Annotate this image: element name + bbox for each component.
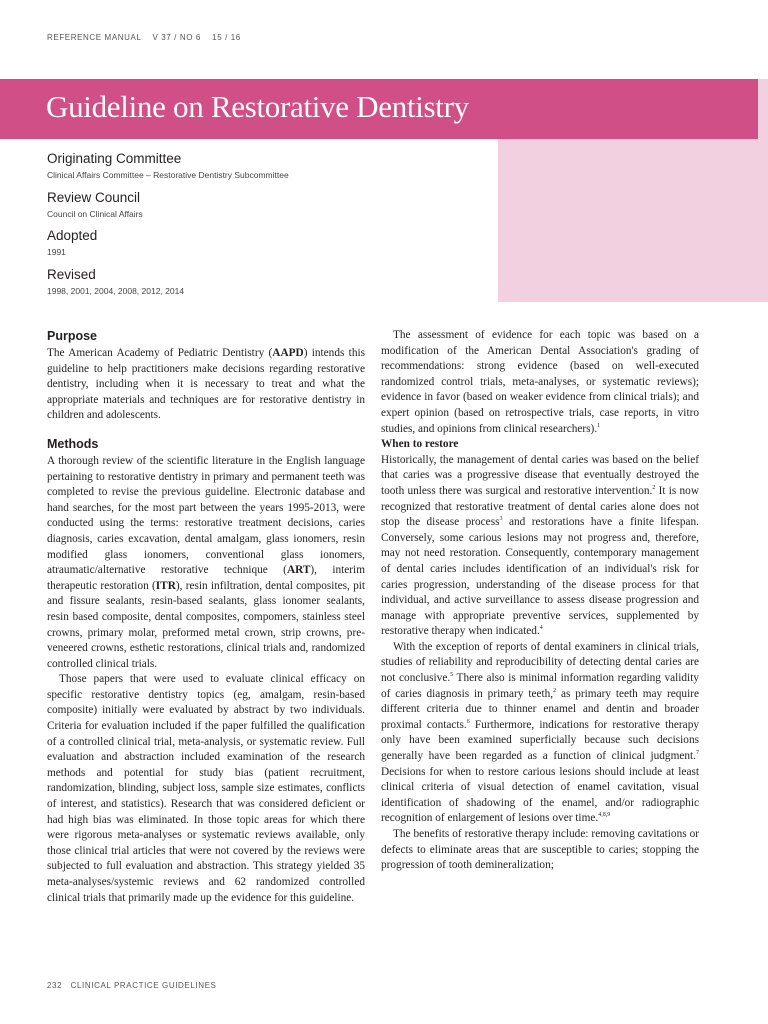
meta-value: Council on Clinical Affairs — [47, 208, 143, 219]
when-paragraph-3: The benefits of restorative therapy include: removing cavitations or defects to eliminate areas that are susceptible to caries; stopping the progression of tooth demineralization; — [381, 828, 699, 872]
methods-paragraph-1: A thorough review of the scientific literature in the English language pertaining to restorative dentistry in primary and permanent teeth was completed to revise the previous guideline. Electronic database and hand searches, for the most part between the years 1995-2013, were conducted using the terms: restorative treatment decisions, caries diagnosis, caries excavation, dental amalgam, glass ionomers, resin modified glass ionomers, conventional glass ionomers, atraumatic/alternative restorative technique (ART), interim therapeutic restoration (ITR), resin infiltration, dental composites, pit and fissure sealants, resin-based sealants, glass ionomer sealants, resin based composite, dental composites, compomers, stainless steel crowns, primary molar, preformed metal crown, strip crowns, pre-veneered crowns, esthetic restorations, clinical trials and, randomized controlled clinical trials. — [47, 454, 365, 670]
page-title: Guideline on Restorative Dentistry — [46, 89, 469, 124]
right-column — [381, 328, 699, 874]
meta-label: Revised — [47, 266, 96, 282]
methods-heading: Methods — [47, 436, 99, 451]
meta-review-council — [47, 189, 487, 228]
meta-adopted — [47, 227, 487, 266]
purpose-heading: Purpose — [47, 329, 98, 343]
running-head: REFERENCE MANUAL V 37 / NO 6 15 / 16 — [47, 33, 241, 42]
meta-revised — [47, 266, 487, 305]
meta-value: 1991 — [47, 247, 66, 257]
meta-originating-committee — [47, 150, 487, 189]
title-band — [0, 79, 768, 139]
when-paragraph-1: Historically, the management of dental caries was based on the belief that caries was a progressive disease that eventually destroyed the tooth unless there was surgical and restorative intervention.$^2$ It is now recognized that restorative treatment of dental caries alone does not stop the disease process$^3$ and restorations have a finite lifespan. Conversely, some carious lesions may not progress and, therefore, may not need restoration. Consequently, contemporary management of dental caries includes identification of an individual's risk for caries progression, understanding of the disease process for that individual, and active surveillance to assess disease progression and manage with appropriate preventive services, supplemented by restorative therapy when indicated.$^4$ — [381, 453, 699, 638]
evidence-paragraph: The assessment of evidence for each topic was based on a modification of the American Dental Association's grading of recommendations: strong evidence (based on well-executed randomized control trials, meta-analyses, or systematic reviews); evidence in favor (based on weaker evidence from clinical trials); and expert opinion (based on retrospective trials, case reports, in vitro studies, and opinions from clinical researchers).$^1$ — [381, 329, 699, 435]
guideline-meta — [47, 150, 487, 304]
left-column — [47, 328, 365, 906]
page-footer: 232 CLINICAL PRACTICE GUIDELINES — [47, 981, 217, 990]
purpose-paragraph: The American Academy of Pediatric Dentistry (AAPD) intends this guideline to help practitioners make decisions regarding restorative dentistry, including when it is necessary to treat and what the appropriate materials and techniques are for restorative dentistry in children and adolescents. — [47, 347, 365, 422]
methods-paragraph-2: Those papers that were used to evaluate clinical efficacy on specific restorative dentistry topics (eg, amalgam, resin-based composite) initially were evaluated by abstract by two individuals. Criteria for evaluation included if the paper fulfilled the qualification of a controlled clinical trial, meta-analysis, or systematic review. Full evaluation and abstraction included examination of the research methods and potential for study bias (patient recruitment, randomization, blinding, subject loss, sample size estimates, conflicts of interest, and statistics). Research that was considered deficient or had high bias was eliminated. In those topic areas for which there were rigorous meta-analyses or systematic reviews available, only those clinical trial articles that were not covered by the reviews were subjected to full evaluation and abstraction. This strategy yielded 35 meta-analyses/systemic reviews and 62 randomized controlled clinical trials that primarily made up the evidence for this guideline. — [47, 673, 365, 904]
when-to-restore-heading: When to restore — [381, 438, 459, 451]
meta-value: 1998, 2001, 2004, 2008, 2012, 2014 — [47, 285, 185, 296]
pink-side-panel — [498, 139, 768, 302]
title-band-edge — [758, 79, 768, 139]
meta-value: Clinical Affairs Committee – Restorative Dentistry Subcommittee — [47, 170, 289, 180]
meta-label: Originating Committee — [47, 151, 182, 166]
meta-label: Adopted — [47, 228, 98, 243]
when-paragraph-2: With the exception of reports of dental examiners in clinical trials, studies of reliability and reproducibility of detecting dental caries are not conclusive.$^5$ There also is minimal information regarding validity of caries diagnosis in primary teeth,$^2$ as primary teeth may require different criteria due to thinner enamel and dentin and broader proximal contacts.$^6$ Furthermore, indications for restorative therapy only have been examined superficially because such decisions generally have been regarded as a function of clinical judgment.$^7$ Decisions for when to restore carious lesions should include at least clinical criteria of visual detection of enamel cavitation, visual identification of shadowing of the enamel, and/or radiographic recognition of enlargement of lesions over time.$^{4,8,9}$ — [381, 640, 699, 825]
meta-label: Review Council — [47, 189, 141, 205]
